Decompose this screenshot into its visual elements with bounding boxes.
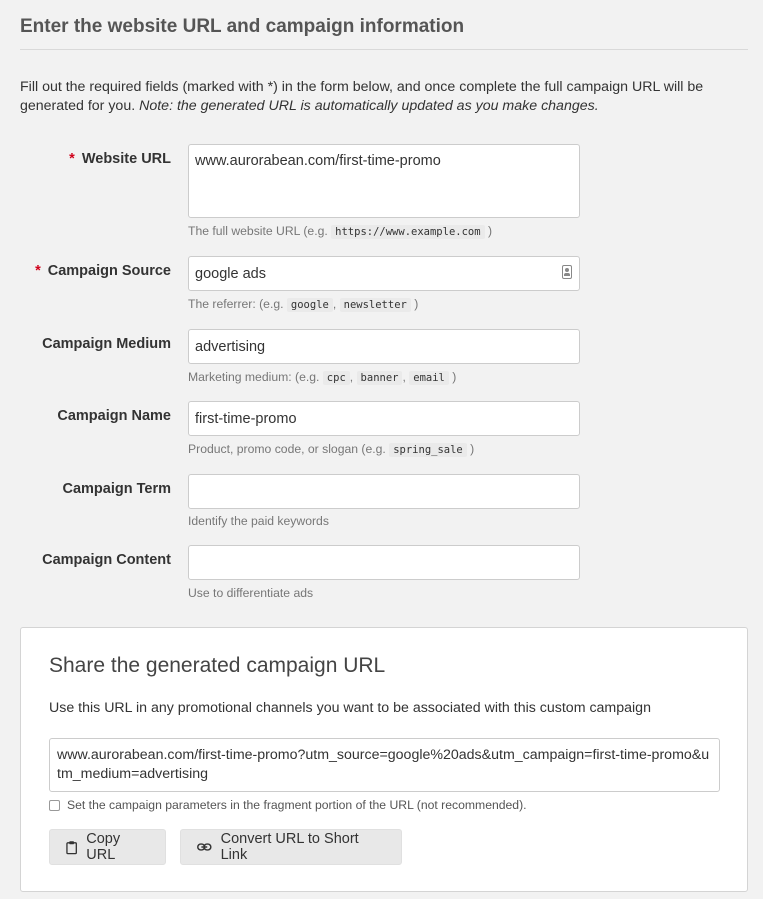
fragment-label: Set the campaign parameters in the fragment portion of the URL (not recommended). xyxy=(67,798,527,812)
fragment-checkbox[interactable] xyxy=(49,800,60,811)
copy-url-button[interactable] xyxy=(49,829,166,865)
website-url-help: The full website URL (e.g. https://www.example.com ) xyxy=(188,224,493,238)
campaign-source-label: * Campaign Source xyxy=(35,263,171,279)
campaign-medium-input[interactable] xyxy=(188,329,580,364)
help-example: email xyxy=(409,371,449,385)
intro-note: Note: the generated URL is automatically updated as you make changes. xyxy=(139,98,599,114)
contact-card-icon[interactable] xyxy=(562,265,572,279)
fragment-option[interactable] xyxy=(49,798,527,812)
required-mark: * xyxy=(69,151,75,167)
campaign-term-input[interactable] xyxy=(188,474,580,509)
intro-text xyxy=(20,78,748,116)
link-icon xyxy=(197,842,212,852)
campaign-content-input[interactable] xyxy=(188,545,580,580)
required-mark: * xyxy=(35,263,41,279)
help-example: banner xyxy=(357,371,403,385)
help-example: spring_sale xyxy=(389,443,467,457)
title-divider xyxy=(20,49,748,50)
campaign-medium-label: Campaign Medium xyxy=(42,336,171,352)
campaign-source-wrapper xyxy=(188,256,580,291)
help-example: newsletter xyxy=(340,298,411,312)
campaign-source-input[interactable] xyxy=(188,256,580,291)
generated-url-field[interactable] xyxy=(49,738,720,792)
campaign-name-help: Product, promo code, or slogan (e.g. spring_sale ) xyxy=(188,442,475,456)
campaign-source-help: The referrer: (e.g. google , newsletter ) xyxy=(188,297,419,311)
copy-url-label: Copy URL xyxy=(86,831,121,863)
campaign-content-help: Use to differentiate ads xyxy=(188,586,314,600)
campaign-medium-help: Marketing medium: (e.g. cpc , banner , email ) xyxy=(188,370,457,384)
convert-short-link-button[interactable] xyxy=(180,829,402,865)
campaign-name-label: Campaign Name xyxy=(57,408,171,424)
website-url-label: * Website URL xyxy=(69,151,171,167)
section-title: Enter the website URL and campaign information xyxy=(20,16,465,37)
help-example: google xyxy=(287,298,333,312)
campaign-term-label: Campaign Term xyxy=(62,481,171,497)
help-example: https://www.example.com xyxy=(331,225,484,239)
help-example: cpc xyxy=(323,371,350,385)
intro-main: Fill out the required fields (marked with *) in the form below, and once complete the full campaign URL will be generated for you. xyxy=(20,79,704,114)
campaign-name-input[interactable] xyxy=(188,401,580,436)
share-description: Use this URL in any promotional channels you want to be associated with this custom campaign xyxy=(49,700,651,716)
campaign-term-help: Identify the paid keywords xyxy=(188,514,329,528)
campaign-content-label: Campaign Content xyxy=(42,552,171,568)
website-url-field[interactable] xyxy=(188,144,580,218)
clipboard-icon xyxy=(66,840,77,855)
short-link-label: Convert URL to Short Link xyxy=(220,831,359,863)
share-panel xyxy=(20,627,748,892)
share-title: Share the generated campaign URL xyxy=(49,654,386,677)
